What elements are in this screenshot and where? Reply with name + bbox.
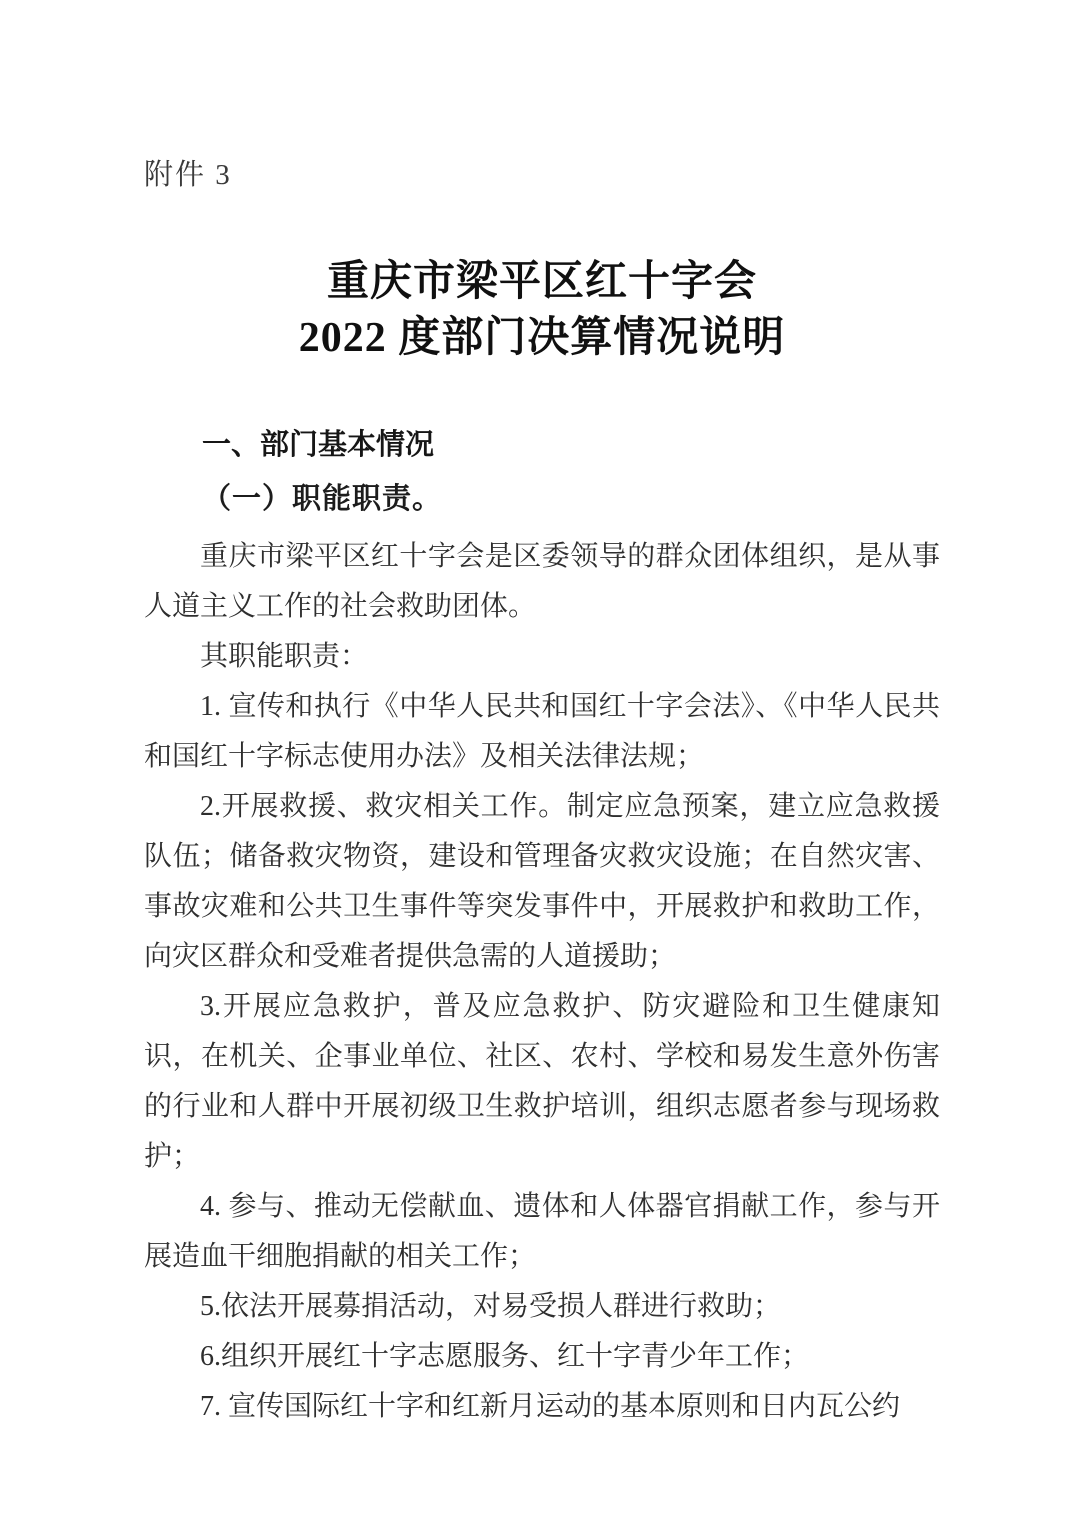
subsection-heading-duties: （一）职能职责。: [202, 483, 443, 515]
document-title-line-2: 2022 度部门决算情况说明: [298, 315, 786, 361]
attachment-label: 附件 3: [144, 159, 232, 191]
intro-paragraph: 重庆市梁平区红十字会是区委领导的群众团体组织，是从事人道主义工作的社会救助团体。: [144, 541, 940, 622]
duties-intro-paragraph: 其职能职责：: [200, 641, 369, 672]
duty-item-6: 6.组织开展红十字志愿服务、红十字青少年工作；: [200, 1341, 810, 1372]
duty-item-3: 3.开展应急救护，普及应急救护、防灾避险和卫生健康知识，在机关、企事业单位、社区、农村、学校和易发生意外伤害的行业和人群中开展初级卫生救护培训，组织志愿者参与现场救护；: [144, 991, 940, 1172]
duty-item-1: 1. 宣传和执行《中华人民共和国红十字会法》、《中华人民共和国红十字标志使用办法》及相关法律法规；: [144, 691, 940, 772]
duty-item-5: 5.依法开展募捐活动，对易受损人群进行救助；: [200, 1291, 782, 1322]
document-title-line-1: 重庆市梁平区红十字会: [326, 259, 757, 305]
duty-item-2: 2.开展救援、救灾相关工作。制定应急预案，建立应急救援队伍；储备救灾物资，建设和管理备灾救灾设施；在自然灾害、事故灾难和公共卫生事件等突发事件中，开展救护和救助工作，向灾区群众和受难者提供急需的人道援助；: [144, 791, 940, 972]
document-title: [144, 254, 940, 366]
section-heading-basic-info: 一、部门基本情况: [202, 429, 435, 461]
duty-item-7: 7. 宣传国际红十字和红新月运动的基本原则和日内瓦公约: [200, 1391, 901, 1422]
duty-item-4: 4. 参与、推动无偿献血、遗体和人体器官捐献工作，参与开展造血干细胞捐献的相关工作；: [144, 1191, 940, 1272]
